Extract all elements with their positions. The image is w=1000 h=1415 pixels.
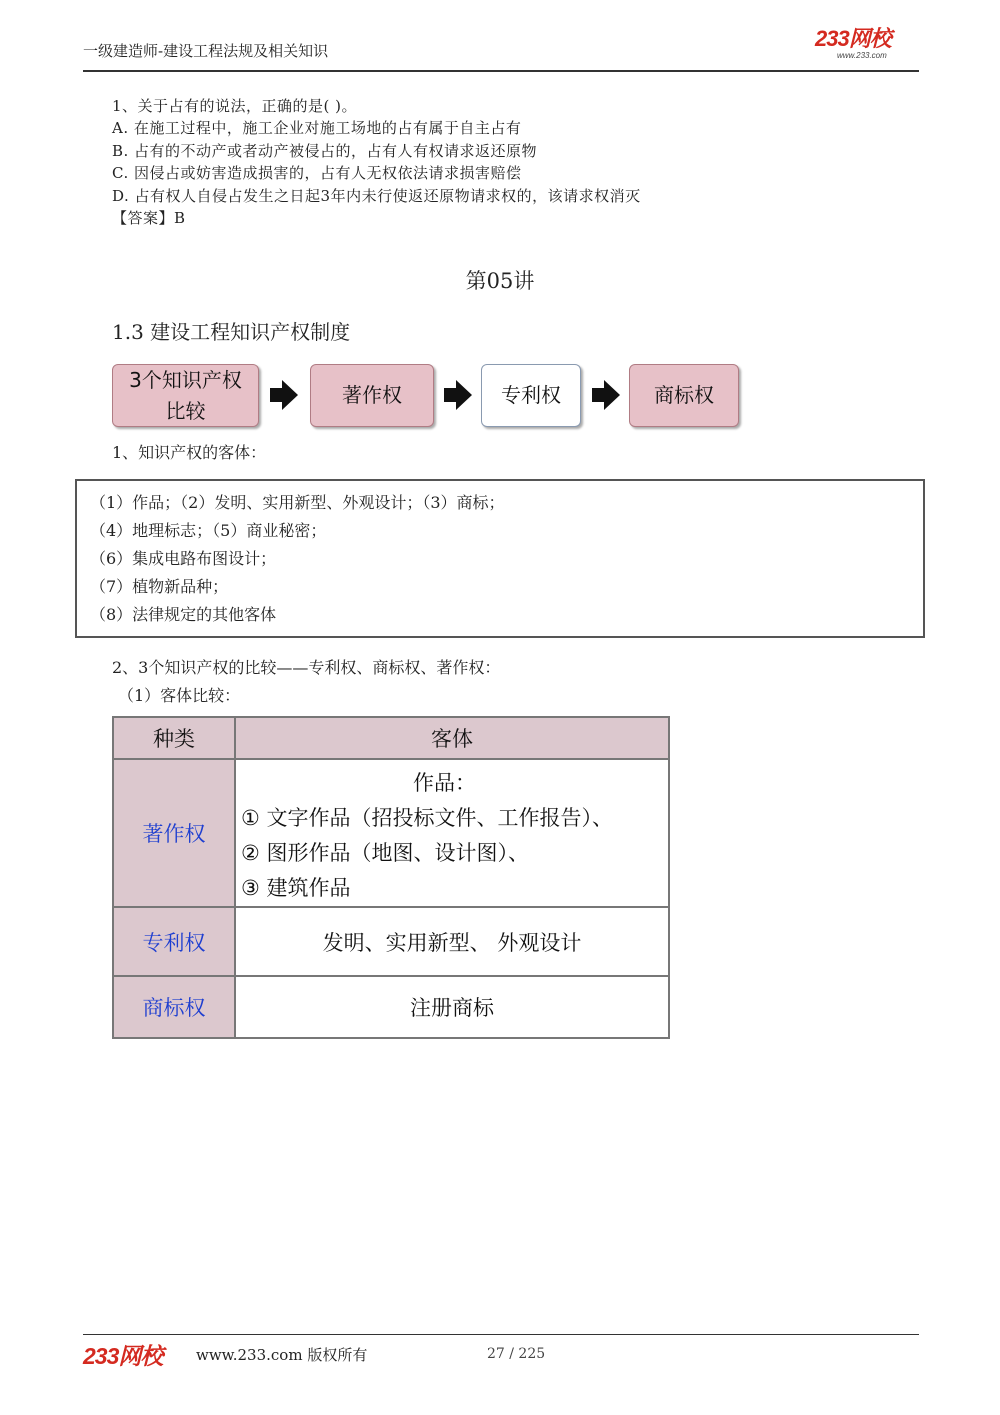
table-row <box>113 976 669 1038</box>
header-kind: 种类 <box>113 717 235 759</box>
logo-text: 233网校 <box>815 26 891 51</box>
objects-heading: 1、知识产权的客体： <box>112 443 267 462</box>
question-block <box>112 95 641 229</box>
flow-box-trademark: 商标权 <box>629 364 739 427</box>
compare-subheading: （1）客体比较： <box>118 686 241 705</box>
answer: 【答案】B <box>112 209 186 228</box>
option-b: B. 占有的不动产或者动产被侵占的，占有人有权请求返还原物 <box>112 141 538 160</box>
option-a: A. 在施工过程中，施工企业对施工场地的占有属于自主占有 <box>112 119 522 138</box>
section-title: 1.3 建设工程知识产权制度 <box>112 320 351 344</box>
lecture-title: 第05讲 <box>465 269 535 293</box>
table-row <box>113 907 669 976</box>
works-title: 作品： <box>413 771 476 795</box>
flow-box-compare <box>112 364 259 427</box>
page-number: 27 / 225 <box>487 1346 546 1362</box>
logo-url: www.233.com <box>837 51 887 60</box>
header-title: 一级建造师-建设工程法规及相关知识 <box>83 42 329 60</box>
kind-cell: 商标权 <box>113 976 235 1038</box>
brand-logo <box>815 28 925 64</box>
works-item: ② 图形作品（地图、设计图）、 <box>241 841 530 865</box>
footer-logo: 233网校 <box>83 1343 163 1369</box>
question-stem: 1、关于占有的说法，正确的是( )。 <box>112 97 358 115</box>
objects-line: （6）集成电路布图设计； <box>90 549 277 568</box>
footer-copyright: www.233.com 版权所有 <box>196 1346 368 1364</box>
works-item: ③ 建筑作品 <box>241 876 351 900</box>
objects-line: （7）植物新品种； <box>90 577 229 596</box>
object-cell: 发明、实用新型、 外观设计 <box>235 907 669 976</box>
flow-box-patent: 专利权 <box>481 364 581 427</box>
option-c: C. 因侵占或妨害造成损害的，占有人无权依法请求损害赔偿 <box>112 164 522 183</box>
arrow-right-icon <box>270 380 298 410</box>
table-header-row <box>113 717 669 759</box>
arrow-right-icon <box>592 380 620 410</box>
flow-box-compare-line1: 3个知识产权 <box>129 367 242 392</box>
objects-line: （8）法律规定的其他客体 <box>90 605 277 624</box>
kind-cell: 著作权 <box>113 759 235 907</box>
arrow-right-icon <box>444 380 472 410</box>
flow-box-copyright: 著作权 <box>310 364 434 427</box>
comparison-table <box>112 716 670 1039</box>
objects-line: （4）地理标志；（5）商业秘密； <box>90 521 327 540</box>
header-divider <box>83 70 919 72</box>
flow-box-compare-line2: 比较 <box>165 398 206 423</box>
kind-cell: 专利权 <box>113 907 235 976</box>
header-object: 客体 <box>235 717 669 759</box>
objects-box <box>75 479 925 638</box>
object-cell <box>235 759 669 907</box>
objects-line: （1）作品；（2）发明、实用新型、外观设计；（3）商标； <box>90 493 505 512</box>
option-d: D. 占有权人自侵占发生之日起3年内未行使返还原物请求权的，该请求权消灭 <box>112 186 641 205</box>
works-item: ① 文字作品（招投标文件、工作报告）、 <box>241 806 613 830</box>
table-row <box>113 759 669 907</box>
object-cell: 注册商标 <box>235 976 669 1038</box>
footer-divider <box>83 1334 919 1335</box>
compare-heading: 2、3个知识产权的比较——专利权、商标权、著作权： <box>112 658 501 677</box>
